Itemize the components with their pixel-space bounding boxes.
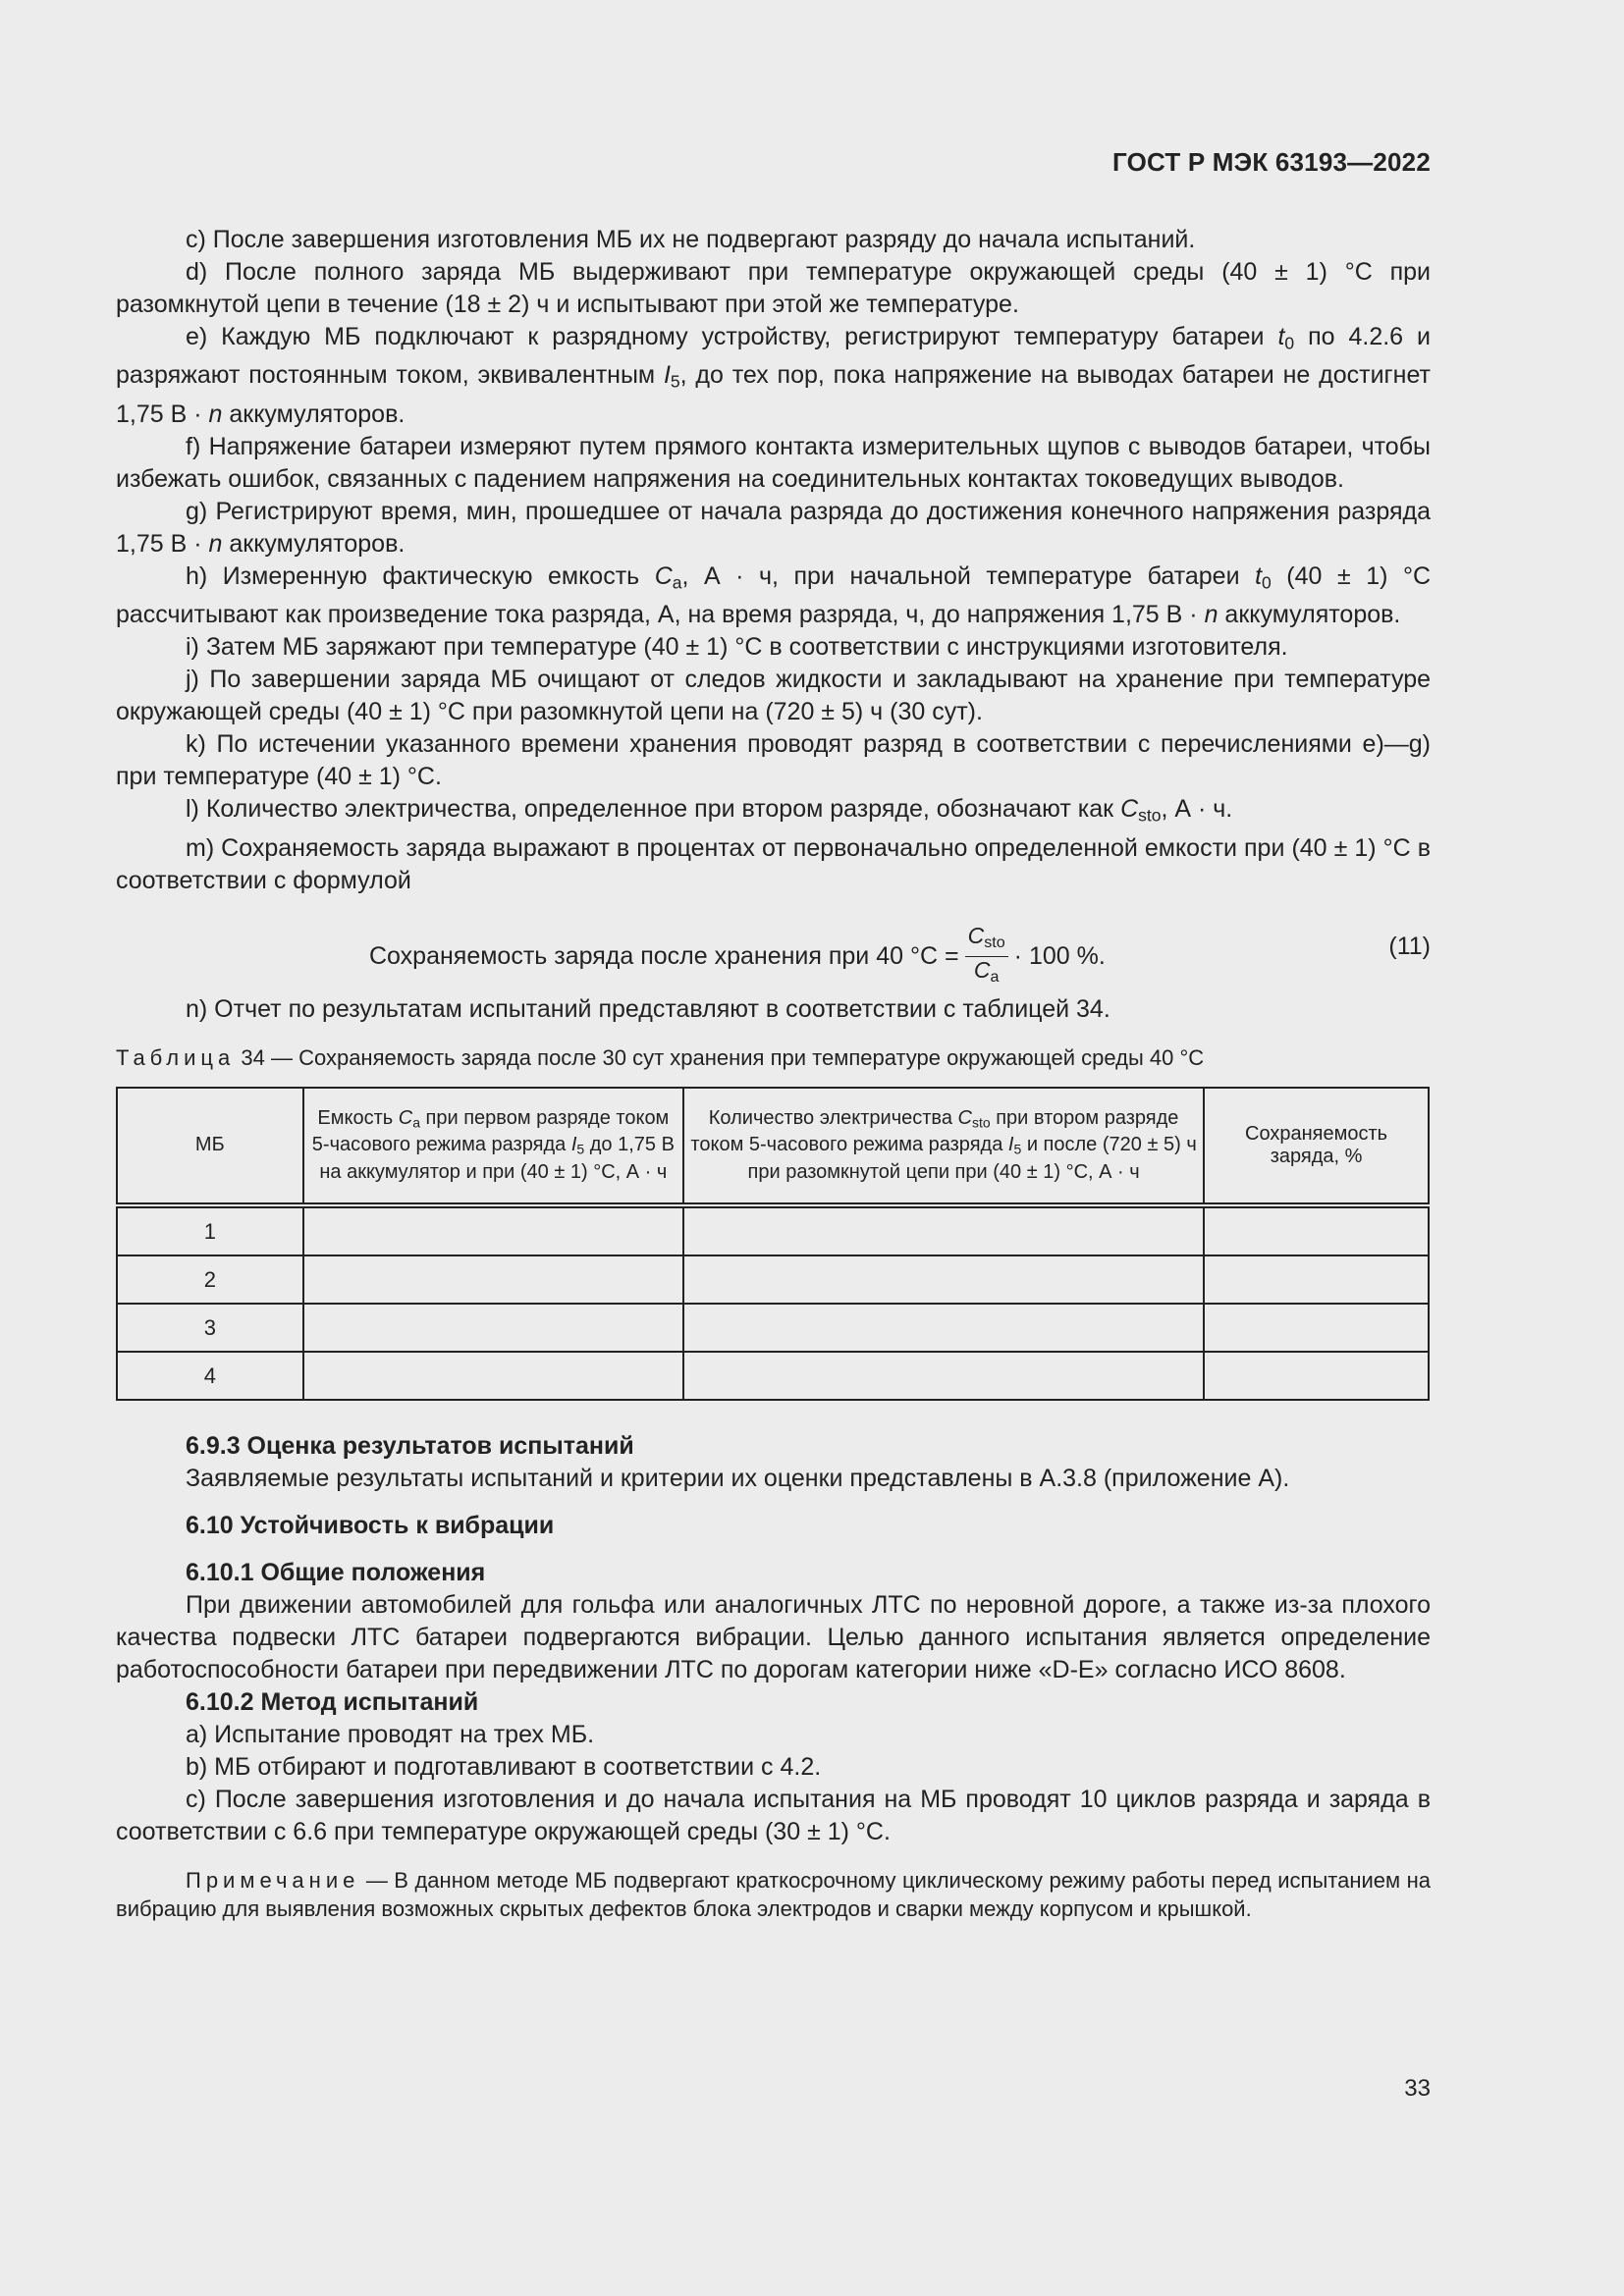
- item-i: i) Затем МБ заряжают при температуре (40 ± 1) °C в соответствии с инструкциями изготовителя.: [186, 633, 1288, 662]
- item-m: m) Сохраняемость заряда выражают в процентах от первоначально определенной емкости при (40 ± 1) °C в соответствии с формулой: [116, 833, 1431, 894]
- item-e: e) Каждую МБ подключают к разрядному устройству, регистрируют температуру батареи $t_0$ по 4.2.6 и разряжают постоянным током, эквивалентным $I_5$, до тех пор, пока напряжение на выводах батареи не достигнет 1,75 В · n аккумуляторов.: [116, 323, 1431, 428]
- fraction-denominator: $C_a$: [973, 956, 1000, 986]
- header-capacity: Емкость $C_a$ при первом разряде током 5-часового режима разряда $I_5$ до 1,75 В на аккумулятор и при (40 ± 1) °C, А · ч: [303, 1088, 683, 1205]
- cell-empty: [303, 1205, 683, 1255]
- formula-fraction: [965, 923, 1008, 990]
- item-d: d) После полного заряда МБ выдерживают при температуре окружающей среды (40 ± 1) °C при разомкнутой цепи в течение (18 ± 2) ч и испытывают при этой же температуре.: [116, 258, 1431, 318]
- row-number: 2: [117, 1255, 303, 1304]
- table-row: [117, 1205, 1429, 1255]
- formula-11: [116, 915, 1431, 993]
- document-id: ГОСТ Р МЭК 63193—2022: [1111, 147, 1431, 177]
- cell-empty: [303, 1255, 683, 1304]
- page-content: [116, 224, 1431, 1923]
- item-h: h) Измеренную фактическую емкость $C_a$, А · ч, при начальной температуре батареи $t_0$ (40 ± 1) °C рассчитывают как произведение тока разряда, А, на время разряда, ч, до напряжения 1,75 В · n аккумуляторов.: [116, 561, 1431, 629]
- header-mb: МБ: [117, 1088, 303, 1205]
- item-g: g) Регистрируют время, мин, прошедшее от начала разряда до достижения конечного напряжения разряда 1,75 В · n аккумуляторов.: [116, 497, 1431, 558]
- item-n: n) Отчет по результатам испытаний представляют в соответствии с таблицей 34.: [186, 994, 1110, 1023]
- fraction-numerator: $C_{sto}$: [965, 923, 1008, 957]
- method-item-a: a) Испытание проводят на трех МБ.: [186, 1720, 595, 1748]
- section-6-10-title: 6.10 Устойчивость к вибрации: [186, 1511, 555, 1539]
- table-34: [116, 1087, 1430, 1401]
- cell-empty: [303, 1352, 683, 1400]
- section-6-10-1-title: 6.10.1 Общие положения: [186, 1558, 486, 1586]
- item-k: k) По истечении указанного времени хранения проводят разряд в соответствии с перечислениями е)—g) при температуре (40 ± 1) °C.: [116, 730, 1431, 791]
- cell-empty: [1204, 1304, 1429, 1352]
- item-j: j) По завершении заряда МБ очищают от следов жидкости и закладывают на хранение при температуре окружающей среды (40 ± 1) °C при разомкнутой цепи на (720 ± 5) ч (30 сут).: [116, 666, 1431, 726]
- section-6-10-2-title: 6.10.2 Метод испытаний: [186, 1687, 479, 1716]
- row-number: 1: [117, 1205, 303, 1255]
- cell-empty: [303, 1304, 683, 1352]
- cell-empty: [1204, 1255, 1429, 1304]
- cell-empty: [1204, 1205, 1429, 1255]
- table-row: [117, 1352, 1429, 1400]
- formula-expression: Сохраняемость заряда после хранения при 40 °C = $\frac{C_{sto}}{C_a}$ · 100 %.: [369, 923, 1106, 990]
- table-header-row: [117, 1088, 1429, 1205]
- section-6-9-3-text: Заявляемые результаты испытаний и критерии их оценки представлены в А.3.8 (приложение А).: [186, 1464, 1290, 1492]
- method-item-b: b) МБ отбирают и подготавливают в соответствии с 4.2.: [186, 1752, 822, 1781]
- row-number: 4: [117, 1352, 303, 1400]
- cell-empty: [1204, 1352, 1429, 1400]
- item-l: l) Количество электричества, определенное при втором разряде, обозначают как $C_{sto}$, А · ч.: [186, 795, 1233, 826]
- cell-empty: [683, 1304, 1204, 1352]
- table-row: [117, 1255, 1429, 1304]
- table-caption: Таблица 34 — Сохраняемость заряда после 30 сут хранения при температуре окружающей среды 40 °C: [116, 1044, 1205, 1070]
- item-c: c) После завершения изготовления МБ их не подвергают разряду до начала испытаний.: [186, 226, 1196, 253]
- cell-empty: [683, 1205, 1204, 1255]
- note: Примечание — В данном методе МБ подвергают краткосрочному циклическому режиму работы перед испытанием на вибрацию для выявления возможных скрытых дефектов блока электродов и сварки между корпусом и крышкой.: [116, 1867, 1431, 1921]
- section-6-9-3-title: 6.9.3 Оценка результатов испытаний: [186, 1431, 634, 1460]
- item-f: f) Напряжение батареи измеряют путем прямого контакта измерительных щупов с выводов батареи, чтобы избежать ошибок, связанных с падением напряжения на соединительных контактах токоведущих выводов.: [116, 432, 1431, 493]
- cell-empty: [683, 1352, 1204, 1400]
- table-row: [117, 1304, 1429, 1352]
- page-number: 33: [1404, 2075, 1431, 2102]
- cell-empty: [683, 1255, 1204, 1304]
- row-number: 3: [117, 1304, 303, 1352]
- section-6-10-1-text: При движении автомобилей для гольфа или аналогичных ЛТС по неровной дороге, а также из-за плохого качества подвески ЛТС батареи подвергаются вибрации. Целью данного испытания является определение работоспособности батареи при передвижении ЛТС по дорогам категории ниже «D-E» согласно ИСО 8608.: [116, 1590, 1431, 1683]
- equation-number: (11): [1388, 932, 1431, 960]
- method-item-c: c) После завершения изготовления и до начала испытания на МБ проводят 10 циклов разряда и заряда в соответствии с 6.6 при температуре окружающей среды (30 ± 1) °C.: [116, 1785, 1431, 1845]
- header-quantity: Количество электричества $C_{sto}$ при втором разряде током 5-часового режима разряда $I_5$ и после (720 ± 5) ч при разомкнутой цепи при (40 ± 1) °C, А · ч: [683, 1088, 1204, 1205]
- header-retention: Сохраняемость заряда, %: [1204, 1088, 1429, 1205]
